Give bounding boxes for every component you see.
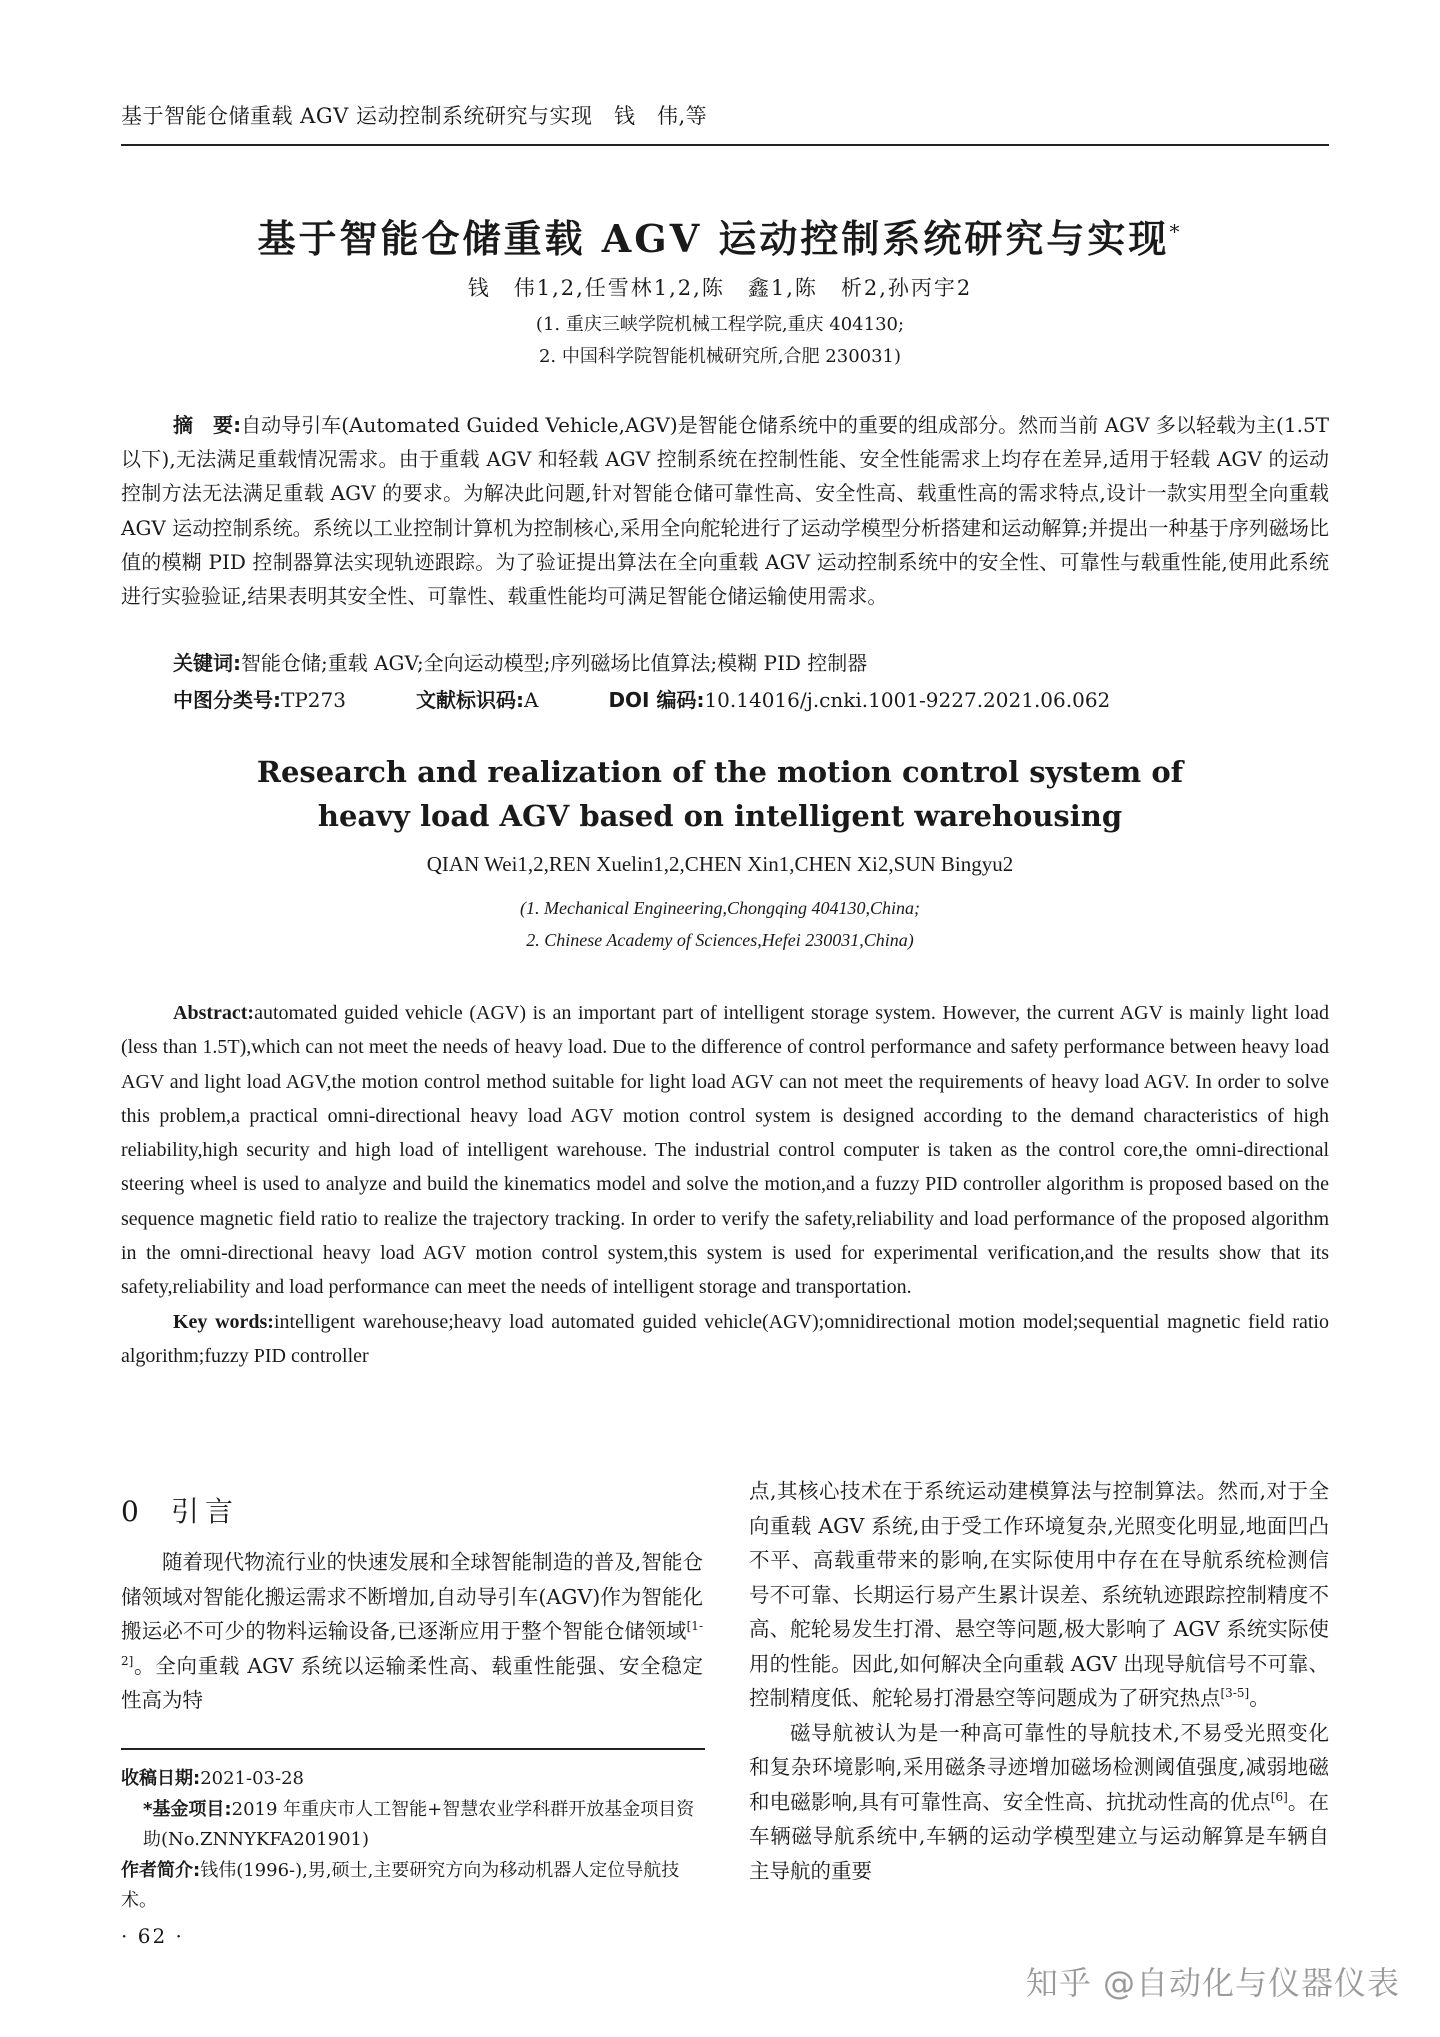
intro-left-text-cont: 。全向重载 AGV 系统以运输柔性高、载重性能强、安全稳定性高为特 bbox=[121, 1653, 703, 1712]
doi-label: DOI 编码: bbox=[608, 688, 705, 712]
en-title-line-1: Research and realization of the motion control system of bbox=[256, 755, 1184, 789]
class-label: 中图分类号: bbox=[173, 688, 281, 712]
en-authors: QIAN Wei1,2,REN Xuelin1,2,CHEN Xin1,CHEN Xi2,SUN Bingyu2 bbox=[426, 852, 1014, 876]
footnotes bbox=[121, 1764, 711, 1917]
received-date: 2021-03-28 bbox=[200, 1768, 304, 1789]
en-affiliation-2: 2. Chinese Academy of Sciences,Hefei 230031,China) bbox=[526, 930, 914, 950]
cn-authors: 钱 伟1,2,任雪林1,2,陈 鑫1,陈 析2,孙丙宇2 bbox=[467, 276, 973, 300]
page-number: · 62 · bbox=[121, 1924, 184, 1948]
en-affiliation-1: (1. Mechanical Engineering,Chongqing 404130,China; bbox=[520, 898, 920, 918]
en-keywords-label: Key words: bbox=[173, 1310, 274, 1333]
cn-affiliation-1: (1. 重庆三峡学院机械工程学院,重庆 404130; bbox=[535, 314, 905, 335]
intro-right-1-text: 点,其核心技术在于系统运动建模算法与控制算法。然而,对于全向重载 AGV 系统,由于受工作环境复杂,光照变化明显,地面凹凸不平、高载重带来的影响,在实际使用中存在在导航系统检测信号不可靠、长期运行易产生累计误差、系统轨迹跟踪控制精度不高、舵轮易发生打滑、悬空等问题,极大影响了 AGV 系统实际使用的性能。因此,如何解决全向重载 AGV 出现导航信号不可靠、控制精度低、舵轮易打滑悬空等问题成为了研究热点 bbox=[749, 1479, 1329, 1710]
header-rule bbox=[121, 144, 1329, 146]
citation: [3-5] bbox=[1220, 1686, 1250, 1701]
doc-code-value: A bbox=[523, 688, 539, 712]
section-title: 引言 bbox=[171, 1495, 240, 1528]
section-number: 0 bbox=[121, 1495, 145, 1528]
classification-line bbox=[173, 685, 1110, 715]
en-keywords-text: intelligent warehouse;heavy load automated guided vehicle(AGV);omnidirectional motion model;sequential magnetic field ratio algorithm;fuzzy PID controller bbox=[121, 1310, 1329, 1367]
footnote-received bbox=[121, 1764, 711, 1795]
cn-abstract bbox=[121, 408, 1329, 613]
en-abstract bbox=[121, 996, 1329, 1305]
citation: [6] bbox=[1270, 1789, 1288, 1804]
class-value: TP273 bbox=[281, 688, 346, 712]
paper-title bbox=[0, 208, 1440, 263]
title-footnote-mark: * bbox=[1169, 219, 1183, 244]
en-abstract-text: automated guided vehicle (AGV) is an important part of intelligent storage system. However, the current AGV is mainly light load (less than 1.5T),which can not meet the needs of heavy load. Due to the difference of control performance and safety performance between heavy load AGV and light load AGV,the motion control method suitable for light load AGV can not meet the requirements of heavy load AGV. In order to solve this problem,a practical omni-directional heavy load AGV motion control system is designed according to the demand characteristics of high reliability,high security and high load of intelligent warehouse. The industrial control computer is taken as the control core,the omni-directional steering wheel is used to analyze and build the kinematics model and solve the motion,and a fuzzy PID controller algorithm is proposed based on the sequence magnetic field ratio to realize the trajectory tracking. In order to verify the safety,reliability and load performance of the proposed algorithm in the omni-directional heavy load AGV motion control system,this system is used for experimental verification,and the results show that its safety,reliability and load performance can meet the needs of intelligent storage and transportation. bbox=[121, 1002, 1329, 1299]
footnote-fund bbox=[121, 1795, 711, 1856]
fund-text: 2019 年重庆市人工智能+智慧农业学科群开放基金项目资助(No.ZNNYKFA201901) bbox=[143, 1798, 695, 1850]
intro-right-2-text: 磁导航被认为是一种高可靠性的导航技术,不易受光照变化和复杂环境影响,采用磁条寻迹增加磁场检测阈值强度,减弱地磁和电磁影响,具有可靠性高、安全性高、抗扰动性高的优点 bbox=[749, 1720, 1329, 1814]
footnote-author bbox=[121, 1856, 711, 1917]
paper-title-text: 基于智能仓储重载 AGV 运动控制系统研究与实现 bbox=[257, 216, 1170, 261]
intro-right-column bbox=[749, 1474, 1329, 1888]
intro-paragraph-right-2 bbox=[749, 1716, 1329, 1889]
doc-code-label: 文献标识码: bbox=[415, 688, 524, 712]
intro-paragraph-right-1 bbox=[749, 1474, 1329, 1716]
en-abstract-label: Abstract: bbox=[173, 1002, 255, 1024]
cn-abstract-label: 摘 要: bbox=[173, 413, 242, 437]
cn-abstract-text: 自动导引车(Automated Guided Vehicle,AGV)是智能仓储系统中的重要的组成部分。然而当前 AGV 多以轻载为主(1.5T 以下),无法满足重载情况需求。由于重载 AGV 和轻载 AGV 控制系统在控制性能、安全性能需求上均存在差异,适用于轻载 AGV 的运动控制方法无法满足重载 AGV 的要求。为解决此问题,针对智能仓储可靠性高、安全性高、载重性高的需求特点,设计一款实用型全向重载 AGV 运动控制系统。系统以工业控制计算机为控制核心,采用全向舵轮进行了运动学模型分析搭建和运动解算;并提出一种基于序列磁场比值的模糊 PID 控制器算法实现轨迹跟踪。为了验证提出算法在全向重载 AGV 运动控制系统中的安全性、可靠性与载重性能,使用此系统进行实验验证,结果表明其安全性、可靠性、载重性能均可满足智能仓储运输使用需求。 bbox=[121, 413, 1330, 609]
footnote-rule bbox=[121, 1748, 705, 1750]
received-label: 收稿日期: bbox=[121, 1768, 201, 1789]
intro-left-text: 随着现代物流行业的快速发展和全球智能制造的普及,智能仓储领域对智能化搬运需求不断增加,自动导引车(AGV)作为智能化搬运必不可少的物料运输设备,已逐渐应用于整个智能仓储领域 bbox=[121, 1550, 703, 1643]
cn-keywords-text: 智能仓储;重载 AGV;全向运动模型;序列磁场比值算法;模糊 PID 控制器 bbox=[241, 651, 868, 675]
cn-keywords bbox=[173, 648, 1329, 678]
doi-value: 10.14016/j.cnki.1001-9227.2021.06.062 bbox=[704, 688, 1111, 712]
cn-keywords-label: 关键词: bbox=[173, 651, 241, 675]
intro-right-1-end: 。 bbox=[1249, 1686, 1270, 1710]
fund-label: *基金项目: bbox=[143, 1798, 232, 1820]
running-head: 基于智能仓储重载 AGV 运动控制系统研究与实现 钱 伟,等 bbox=[121, 104, 708, 128]
section-heading bbox=[121, 1490, 239, 1530]
cn-affiliation-2: 2. 中国科学院智能机械研究所,合肥 230031) bbox=[538, 346, 902, 367]
en-abstract-block bbox=[121, 996, 1329, 1373]
author-bio-label: 作者简介: bbox=[121, 1859, 201, 1881]
citation: [1-2] bbox=[121, 1619, 703, 1668]
intro-paragraph-left bbox=[121, 1545, 703, 1718]
intro-right-2-text-cont: 。在车辆磁导航系统中,车辆的运动学模型建立与运动解算是车辆自主导航的重要 bbox=[749, 1789, 1330, 1883]
en-keywords bbox=[121, 1305, 1329, 1374]
watermark: 知乎 @自动化与仪器仪表 bbox=[1025, 1964, 1400, 2002]
en-title-line-2: heavy load AGV based on intelligent warehousing bbox=[317, 799, 1123, 833]
author-bio-text: 钱伟(1996-),男,硕士,主要研究方向为移动机器人定位导航技术。 bbox=[121, 1859, 680, 1911]
